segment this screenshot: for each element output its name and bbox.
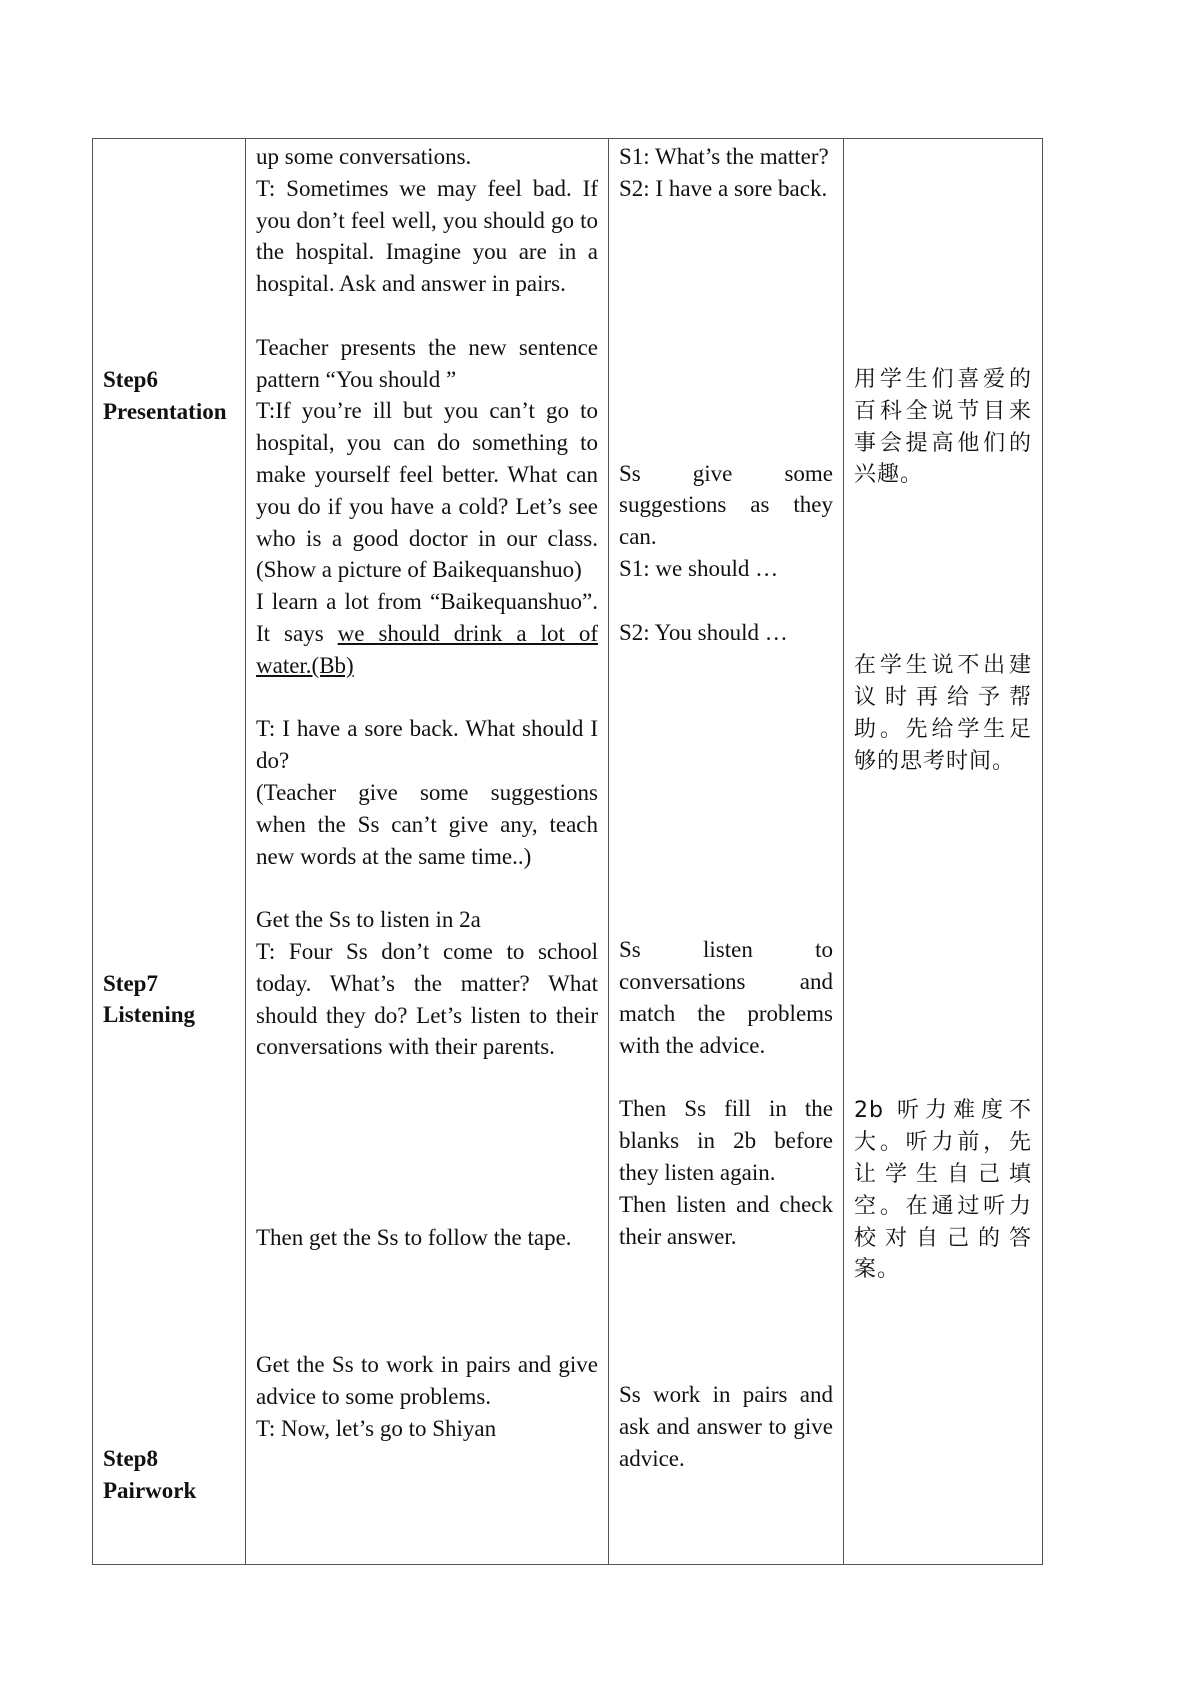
step6-note-interest: 用学生们喜爱的百科全说节目来事会提高他们的兴趣。 bbox=[854, 367, 1032, 488]
step7-follow-tape: Then get the Ss to follow the tape. bbox=[256, 1225, 572, 1251]
step7-student-fill: Then Ss fill in the blanks in 2b before they listen again. bbox=[619, 1096, 833, 1185]
dialogue-s1: S1: What’s the matter? bbox=[619, 144, 829, 169]
step7-note-listening: 2b 听力难度不大。听力前，先让学生自己填空。在通过听力校对自己的答案。 bbox=[854, 1098, 1032, 1283]
design-notes-column bbox=[844, 139, 1043, 1565]
step8-pairwork-instruction: Get the Ss to work in pairs and give advice to some problems. bbox=[256, 1351, 598, 1409]
table-row bbox=[93, 139, 1043, 1565]
step6-title: Step6 bbox=[103, 367, 158, 392]
teacher-activity-column bbox=[246, 139, 609, 1565]
step8-title: Step8 bbox=[103, 1446, 158, 1472]
step6-student-suggestions: Ss give some suggestions as they can. bbox=[619, 460, 833, 550]
step6-sore-back-question: T: I have a sore back. What should I do? bbox=[256, 716, 598, 774]
step6-s2-line: S2: You should … bbox=[619, 619, 788, 645]
dialogue-s2: S2: I have a sore back. bbox=[619, 175, 828, 201]
step6-present-pattern: Teacher presents the new sentence pattern “You should ” bbox=[256, 334, 598, 392]
quote-text: I learn a lot from “Baikequanshuo”. It says bbox=[256, 589, 598, 646]
continued-paragraph: T: Sometimes we may feel bad. If you don’t feel well, you should go to the hospital. Imagine you are in a hospital. Ask and answer in pairs. bbox=[256, 175, 598, 297]
step7-student-check: Then listen and check their answer. bbox=[619, 1191, 833, 1249]
step6-teacher-prompt: T:If you’re ill but you can’t go to hospital, you can do something to make yourself feel better. What can you do if you have a cold? Let’s see who is a good doctor in our class.(Show a picture of Baikequanshuo) bbox=[256, 398, 598, 583]
student-activity-column bbox=[609, 139, 844, 1565]
step7-title: Step7 bbox=[103, 970, 158, 996]
step6-note-help: 在学生说不出建议时再给予帮助。先给学生足够的思考时间。 bbox=[854, 653, 1032, 774]
step7-name: Listening bbox=[103, 1002, 196, 1028]
lesson-plan-table bbox=[92, 138, 1043, 1565]
step7-listen-instruction: Get the Ss to listen in 2a bbox=[256, 907, 481, 933]
step6-teacher-note: (Teacher give some suggestions when the Ss can’t give any, teach new words at the same time..) bbox=[256, 779, 598, 869]
continued-line: up some conversations. bbox=[256, 144, 472, 169]
step6-name: Presentation bbox=[103, 398, 227, 424]
step7-student-match: Ss listen to conversations and match the problems with the advice. bbox=[619, 937, 833, 1058]
step8-teacher-prompt: T: Now, let’s go to Shiyan bbox=[256, 1415, 497, 1441]
step7-teacher-prompt: T: Four Ss don’t come to school today. What’s the matter? What should they do? Let’s listen to their conversations with their parents. bbox=[256, 938, 598, 1060]
step8-name: Pairwork bbox=[103, 1477, 197, 1503]
steps-column bbox=[93, 139, 246, 1565]
step8-student-pairwork: Ss work in pairs and ask and answer to give advice. bbox=[619, 1382, 833, 1471]
blackboard-sentence: we should drink a lot of water.(Bb) bbox=[256, 620, 598, 678]
step6-baike-quote bbox=[256, 586, 598, 681]
step6-s1-line: S1: we should … bbox=[619, 555, 779, 581]
